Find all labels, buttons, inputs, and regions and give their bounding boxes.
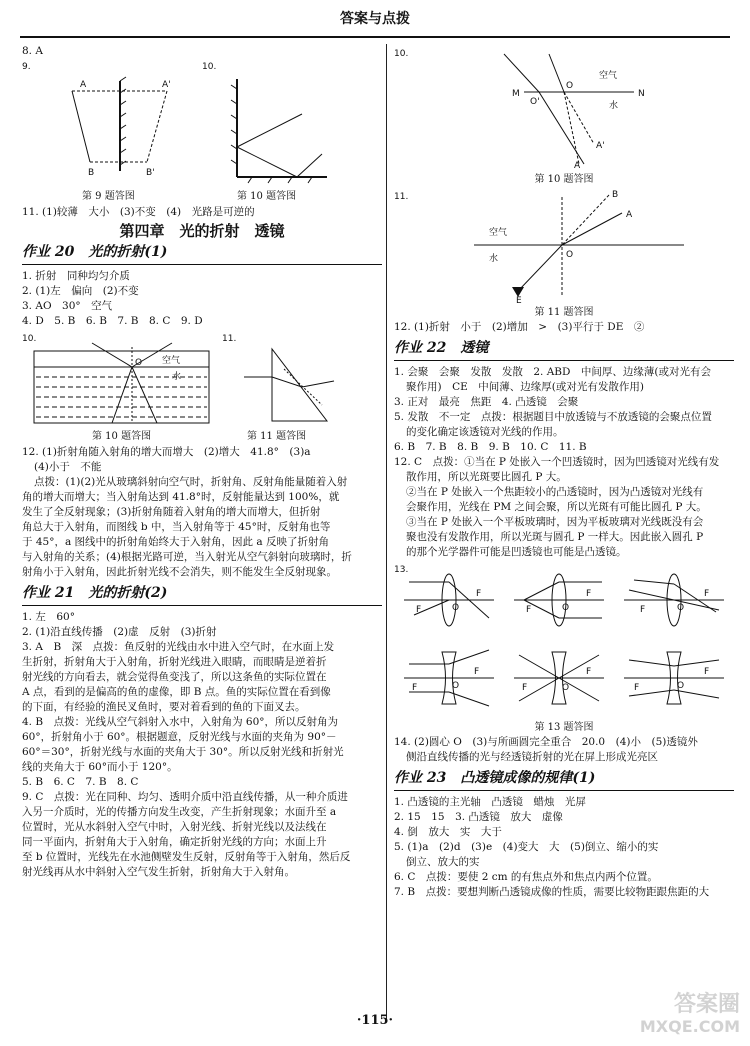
fig9-caption: 第 9 题答图: [82, 191, 135, 202]
hw21-line: 同一平面内，折射角大于入射角，确定折射光线的方向；水面上升: [22, 836, 327, 848]
fig-r10-label-n: N: [638, 89, 645, 99]
answer-q11: 11. (1)较薄 大小 (3)不变 (4) 光路是可逆的: [22, 206, 255, 218]
fig10b-label: 10.: [22, 334, 37, 344]
hw21-line: 1. 左 60°: [22, 611, 75, 623]
lens-diagram-concave-1: [404, 650, 494, 706]
fig-r11-ray-a: [562, 213, 622, 245]
lens-label-f2: F: [704, 589, 710, 599]
hw23-line: 倒立、放大的实: [406, 856, 480, 868]
fig-r13: [394, 560, 734, 720]
lens-label-f: F: [416, 605, 422, 615]
fig-r11-label-o: O: [566, 250, 574, 260]
hw22-line: ②当在 P 处嵌入一个焦距较小的凸透镜时，因为凸透镜对光线有: [406, 486, 704, 498]
hw22-title: 作业 22 透镜: [394, 340, 489, 356]
fig9-label-b: B: [88, 168, 95, 178]
fig11b-label: 11.: [222, 334, 237, 344]
fig-r10-label-o: O: [566, 81, 574, 91]
hw23-line: 2. 15 15 3. 凸透镜 放大 虚像: [394, 811, 563, 823]
r-answer-q12: 12. (1)折射 小于 (2)增加 > (3)平行于 DE ②: [394, 321, 645, 333]
lens-label-f: F: [526, 605, 532, 615]
lens-label-f2: F: [476, 589, 482, 599]
hw23-answers: [394, 795, 734, 900]
q12-line: 于 45°，a 图线中的折射角始终大于入射角，因此 a 反映了折射角: [22, 536, 329, 548]
fig11b-prism: [244, 349, 334, 421]
hw21-line: 5. B 6. C 7. B 8. C: [22, 776, 139, 788]
watermark-line: 答案圈: [673, 992, 740, 1017]
watermark-line: MXQE.COM: [639, 1017, 740, 1036]
hw20-line: 1. 折射 同种均匀介质: [22, 270, 130, 282]
lens-label-o: O: [452, 681, 460, 691]
hw21-title: 作业 21 光的折射(2): [22, 585, 168, 601]
header-rule: [20, 36, 730, 38]
hw22-answers: [394, 365, 734, 560]
hw22-line: ③当在 P 处嵌入一个平板玻璃时，因为平板玻璃对光线既没有会: [406, 516, 704, 528]
watermark-logo: [640, 994, 740, 1038]
light-ray: [634, 580, 674, 584]
fig11b-caption: 第 11 题答图: [247, 431, 307, 442]
chapter-title: 第四章 光的折射 透镜: [119, 222, 285, 240]
hw21-answers: [22, 610, 382, 880]
q12-line: 角的增大而增大；当入射角达到 41.8°时，反射能量达到 100%，就: [22, 491, 340, 503]
lens-label-f2: F: [474, 667, 480, 677]
hw21-line: 射光线再从水中斜射入空气发生折射，折射角大于入射角。: [22, 866, 295, 878]
lens-diagram-concave-2: [514, 652, 604, 704]
fig-r11-label-water: 水: [489, 254, 499, 264]
hw21-line: 射光线的方向看去，就会觉得鱼变浅了，所以这条鱼的实际位置在: [22, 671, 327, 683]
lens-label-f: F: [634, 683, 640, 693]
fig-row-10b-11b-captions: [22, 429, 382, 445]
fig-r11-svg: [394, 187, 734, 305]
fig-r10-label-air: 空气: [599, 71, 618, 81]
hw21-line: 至 b 位置时，光线先在水池侧壁发生反射，反射角等于入射角，然后反: [22, 851, 351, 863]
left-column: [22, 44, 382, 880]
fig9-object-ab: [72, 91, 90, 162]
page-header: 答案与点拨: [340, 11, 410, 27]
fig10b-label-air: 空气: [162, 356, 181, 366]
hw21-line: 的下面，有经验的渔民叉鱼时，要对着看到的鱼的下面叉去。: [22, 701, 306, 713]
q12-line: 与入射角的关系；(4)根据光路可逆，当入射光从空气斜射向玻璃时，折: [22, 551, 352, 563]
column-divider: [386, 44, 387, 1022]
light-ray: [674, 660, 719, 666]
hw21-line: 60°，折射角小于 60°。根据题意，反射光线与水面的夹角为 90°－: [22, 731, 337, 743]
fig-r10-ray-up: [549, 54, 564, 92]
light-ray: [674, 690, 719, 698]
hw20-q12: [22, 445, 382, 580]
fig-r11-ray-refracted: [519, 245, 562, 290]
fig-row-10b-11b: [22, 329, 382, 429]
fig-r11-ray-b: [562, 195, 609, 245]
fig9-label-a-prime: A': [162, 80, 171, 90]
fig-r10-ray-in: [504, 54, 539, 92]
lens-label-f: F: [640, 605, 646, 615]
hw22-line: 的变化确定该透镜对光线的作用。: [406, 426, 564, 438]
hw23-rule: [394, 790, 734, 791]
light-ray: [629, 660, 674, 666]
q14-line: 侧沿直线传播的光与经透镜折射的光在屏上形成光亮区: [406, 751, 658, 763]
hw20-line: 4. D 5. B 6. B 7. B 8. C 9. D: [22, 315, 203, 327]
fig-r10-caption: 第 10 题答图: [534, 174, 594, 185]
q14-line: 14. (2)圆心 O (3)与所画圆完全重合 20.0 (4)小 (5)透镜外: [394, 736, 698, 748]
hw22-line: 的那个光学器件可能是凹透镜也可能是凸透镜。: [406, 546, 627, 558]
hw20-rule: [22, 264, 382, 265]
fig-r10-label-o-prime: O': [530, 97, 540, 107]
hw22-line: 散作用，所以光斑要比圆孔 P 大。: [406, 471, 567, 483]
hw20-title: 作业 20 光的折射(1): [22, 244, 168, 260]
hw22-line: 3. 正对 最亮 焦距 4. 凸透镜 会聚: [394, 396, 579, 408]
fig-r10-label-a: A: [574, 161, 581, 171]
q12-line: 点拨：(1)(2)光从玻璃斜射向空气时，折射角、反射角能量随着入射: [34, 476, 348, 488]
q10-label: 10.: [202, 62, 217, 72]
hw21-line: 4. B 点拨：光线从空气斜射入水中，入射角为 60°，所以反射角为: [22, 716, 339, 728]
lens-label-f2: F: [586, 667, 592, 677]
q12-line: 角总大于入射角，而图线 b 中，当入射角等于 45°时，反射角也等: [22, 521, 331, 533]
hw20-answers: [22, 269, 382, 329]
lens-diagram-convex-3: [624, 574, 724, 626]
fig-r11-label-a: A: [626, 210, 633, 220]
fig9-hatch: [120, 77, 126, 81]
lens-label-f: F: [412, 683, 418, 693]
hw23-title: 作业 23 凸透镜成像的规律(1): [394, 770, 596, 786]
fig-row-9-10: [22, 59, 382, 189]
hw23-line: 4. 倒 放大 实 大于: [394, 826, 502, 838]
light-ray: [559, 655, 599, 678]
fig-r11-caption: 第 11 题答图: [534, 307, 594, 318]
r-q13-label: 13.: [394, 565, 409, 575]
q12-line: 发生了全反射现象；(3)折射角随着入射角的增大而增大，但折射: [22, 506, 321, 518]
fig10-reflector-diagram: [231, 79, 327, 183]
fig-r10-svg: [394, 44, 734, 172]
fig10b-label-o: O: [135, 358, 143, 368]
hw21-line: 3. A B 深 点拨：鱼反射的光线由水中进入空气时，在水面上发: [22, 641, 335, 653]
hw22-line: 6. B 7. B 8. B 9. B 10. C 11. B: [394, 441, 587, 453]
q9-label: 9.: [22, 62, 31, 72]
hw23-line: 6. C 点拨：要使 2 cm 的有焦点外和焦点内两个位置。: [394, 871, 658, 883]
hw21-rule: [22, 605, 382, 606]
fig-r10-ray-dashed2: [564, 92, 594, 144]
fig11b-ray-out: [302, 381, 334, 387]
hw21-line: 2. (1)沿直线传播 (2)虚 反射 (3)折射: [22, 626, 217, 638]
hw21-line: 入另一介质时，光的传播方向发生改变，产生折射现象；水面升至 a: [22, 806, 337, 818]
fig10b-label-water: 水: [172, 372, 182, 382]
fig9-label-b-prime: B': [146, 168, 155, 178]
fig-r10-label-a-prime: A': [596, 141, 605, 151]
lens-label-o: O: [677, 681, 685, 691]
fig-10b-11b-svg: [22, 329, 382, 429]
fig10b-incident-ray: [92, 343, 132, 367]
hw23-line: 5. (1)a (2)d (3)e (4)变大 大 (5)倒立、缩小的实: [394, 841, 659, 853]
fig9-label-a: A: [80, 80, 87, 90]
q12-line: 12. (1)折射角随入射角的增大而增大 (2)增大 41.8° (3)a: [22, 446, 311, 458]
hw22-line: 5. 发散 不一定 点拨：根据题目中放透镜与不放透镜的会聚点位置: [394, 411, 712, 423]
lens-label-f2: F: [586, 589, 592, 599]
hw21-line: 生折射，折射角大于入射角，折射光线进入眼睛，而眼睛是逆着折: [22, 656, 327, 668]
fig10-caption: 第 10 题答图: [237, 191, 297, 202]
right-column: [394, 44, 734, 900]
lens-label-f: F: [522, 683, 528, 693]
lens-label-f2: F: [704, 667, 710, 677]
fig-r11-label-b: B: [612, 190, 619, 200]
fig-r10-label-m: M: [512, 89, 520, 99]
hw21-line: 线的夹角大于 60°而小于 120°。: [22, 761, 178, 773]
hw23-line: 1. 凸透镜的主光轴 凸透镜 蜡烛 光屏: [394, 796, 586, 808]
r-q11-label: 11.: [394, 192, 409, 202]
fig-r11-label-e: E: [516, 296, 522, 305]
hw22-line: 聚也没有发散作用，所以光斑与圆孔 P 一样大。因此嵌入圆孔 P: [406, 531, 704, 543]
fig-row-captions: [22, 189, 382, 205]
hw21-line: A 点，看到的是偏高的鱼的虚像，即 B 点。鱼的实际位置在看到像: [22, 686, 331, 698]
fig9-image-ab: [147, 91, 167, 162]
fig-r10: [394, 44, 734, 172]
fig9-mirror-diagram: [72, 77, 171, 178]
hw21-line: 位置时，光从水斜射入空气中时，入射光线、折射光线以及法线在: [22, 821, 327, 833]
lens-diagram-convex-2: [514, 574, 604, 626]
lens-label-o: O: [677, 603, 685, 613]
light-ray: [519, 655, 559, 678]
hw22-line: 12. C 点拨：①当在 P 处嵌入一个凹透镜时，因为凹透镜对光线有发: [394, 456, 720, 468]
fig11b-prism-shape: [272, 349, 327, 421]
fig10-ray-mid: [237, 147, 297, 177]
light-ray: [524, 582, 559, 600]
lens-label-o: O: [452, 603, 460, 613]
hw23-line: 7. B 点拨：要想判断凸透镜成像的性质，需要比较物距跟焦距的大: [394, 886, 710, 898]
fig10-ray-out: [297, 154, 322, 177]
fig10b-ray-b: [132, 367, 157, 423]
hw22-line: 1. 会聚 会聚 发散 发散 2. ABD 中间厚、边缘薄(或对光有会: [394, 366, 712, 378]
r-answer-q14: [394, 735, 734, 765]
lens-label-o: O: [562, 683, 570, 693]
lens-diagram-convex-1: [404, 574, 494, 626]
fig-r11: [394, 187, 734, 305]
q12-line: (4)小于 不能: [34, 461, 102, 473]
answer-q8: 8. A: [22, 45, 43, 57]
fig10b-caption: 第 10 题答图: [92, 431, 152, 442]
hw21-line: 9. C 点拨：光在同种、均匀、透明介质中沿直线传播，从一种介质进: [22, 791, 348, 803]
page-number: ·115·: [356, 1013, 394, 1028]
fig10-ray-in: [237, 114, 302, 147]
fig-r13-svg: [394, 560, 734, 720]
hw22-line: 聚作用) CE 中间薄、边缘厚(或对光有发散作用): [406, 381, 644, 393]
lens-diagram-concave-3: [624, 652, 724, 704]
fig10b-refracted-ray: [112, 367, 132, 423]
fig-r13-caption: 第 13 题答图: [534, 722, 594, 733]
lens-label-o: O: [562, 603, 570, 613]
fig-r10-label-water: 水: [609, 101, 619, 111]
hw21-line: 60°＝30°，折射光线与水面的夹角大于 30°。所以反射光线和折射光: [22, 746, 344, 758]
fig10b-water-tank: [34, 343, 209, 423]
hw22-line: 会聚作用，光线在 PM 之间会聚，所以光斑有可能比圆孔 P 大。: [406, 501, 707, 513]
r-q10-label: 10.: [394, 49, 409, 59]
fig-r11-label-air: 空气: [489, 228, 508, 238]
hw20-line: 3. AO 30° 空气: [22, 300, 113, 312]
hw20-line: 2. (1)左 偏向 (2)不变: [22, 285, 139, 297]
hw22-rule: [394, 360, 734, 361]
fig-r10-ray-dashed: [564, 92, 579, 164]
q12-line: 射角小于入射角，因此折射光线不会消失，则不能发生全反射现象。: [22, 566, 337, 578]
fig-9-10-svg: [22, 59, 382, 189]
